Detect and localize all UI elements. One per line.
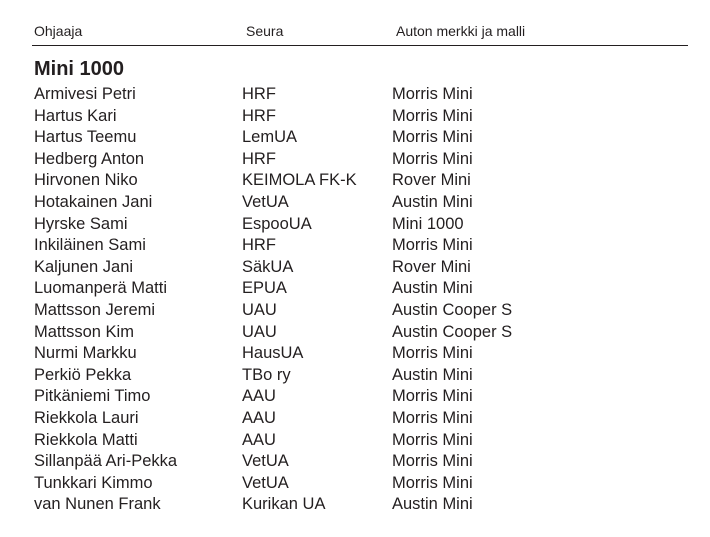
car-model: Austin Mini: [392, 192, 473, 211]
driver-name: van Nunen Frank: [34, 495, 161, 514]
car-model: Austin Mini: [392, 279, 473, 298]
driver-name: Hyrske Sami: [34, 214, 128, 233]
table-row: [34, 170, 688, 192]
club-name: HRF: [242, 149, 276, 168]
section-title: Mini 1000: [34, 58, 125, 80]
driver-name: Sillanpää Ari-Pekka: [34, 452, 178, 471]
driver-name: Tunkkari Kimmo: [34, 473, 153, 492]
car-model: Morris Mini: [392, 128, 473, 147]
column-header-row: [34, 22, 688, 40]
header-divider: [32, 45, 688, 46]
driver-name: Hirvonen Niko: [34, 171, 138, 190]
club-name: AAU: [242, 430, 276, 449]
driver-name: Nurmi Markku: [34, 344, 137, 363]
car-model: Morris Mini: [392, 473, 473, 492]
table-row: [34, 386, 688, 408]
club-name: AAU: [242, 387, 276, 406]
club-name: KEIMOLA FK-K: [242, 171, 357, 190]
table-row: [34, 322, 688, 344]
car-model: Austin Cooper S: [392, 322, 513, 341]
driver-name: Hartus Kari: [34, 106, 117, 125]
car-model: Morris Mini: [392, 149, 473, 168]
table-row: [34, 451, 688, 473]
table-row: [34, 343, 688, 365]
club-name: HRF: [242, 106, 276, 125]
club-name: VetUA: [242, 452, 289, 471]
car-model: Morris Mini: [392, 106, 473, 125]
club-name: EspooUA: [242, 214, 312, 233]
driver-name: Riekkola Matti: [34, 430, 138, 449]
car-model: Austin Cooper S: [392, 300, 513, 319]
club-name: HausUA: [242, 344, 304, 363]
entry-table: [34, 84, 688, 516]
table-row: [34, 257, 688, 279]
car-model: Morris Mini: [392, 452, 473, 471]
driver-name: Mattsson Jeremi: [34, 300, 156, 319]
car-model: Morris Mini: [392, 236, 473, 255]
table-row: [34, 473, 688, 495]
car-model: Austin Mini: [392, 365, 473, 384]
car-model: Morris Mini: [392, 85, 473, 103]
table-row: [34, 300, 688, 322]
table-row: [34, 192, 688, 214]
car-model: Rover Mini: [392, 171, 471, 190]
club-name: AAU: [242, 408, 276, 427]
club-name: LemUA: [242, 128, 298, 147]
table-row: [34, 127, 688, 149]
driver-name: Mattsson Kim: [34, 322, 134, 341]
car-model: Morris Mini: [392, 408, 473, 427]
column-header-driver: Ohjaaja: [34, 23, 83, 39]
club-name: VetUA: [242, 473, 289, 492]
column-header-car: Auton merkki ja malli: [396, 23, 526, 39]
club-name: EPUA: [242, 279, 287, 298]
driver-name: Pitkäniemi Timo: [34, 387, 151, 406]
table-row: [34, 408, 688, 430]
table-row: [34, 430, 688, 452]
column-header-club: Seura: [246, 23, 284, 39]
club-name: HRF: [242, 85, 276, 103]
club-name: UAU: [242, 300, 277, 319]
club-name: VetUA: [242, 192, 289, 211]
table-row: [34, 494, 688, 516]
car-model: Morris Mini: [392, 430, 473, 449]
table-row: [34, 84, 688, 106]
club-name: HRF: [242, 236, 276, 255]
driver-name: Armivesi Petri: [34, 85, 136, 103]
table-row: [34, 365, 688, 387]
club-name: SäkUA: [242, 257, 294, 276]
driver-name: Inkiläinen Sami: [34, 236, 146, 255]
driver-name: Hotakainen Jani: [34, 192, 153, 211]
driver-name: Riekkola Lauri: [34, 408, 139, 427]
table-row: [34, 235, 688, 257]
table-row: [34, 149, 688, 171]
car-model: Rover Mini: [392, 257, 471, 276]
car-model: Morris Mini: [392, 344, 473, 363]
driver-name: Kaljunen Jani: [34, 257, 134, 276]
driver-name: Perkiö Pekka: [34, 365, 132, 384]
driver-name: Hartus Teemu: [34, 128, 137, 147]
table-row: [34, 214, 688, 236]
car-model: Austin Mini: [392, 495, 473, 514]
car-model: Morris Mini: [392, 387, 473, 406]
driver-name: Luomanperä Matti: [34, 279, 167, 298]
car-model: Mini 1000: [392, 214, 464, 233]
club-name: Kurikan UA: [242, 495, 326, 514]
table-row: [34, 106, 688, 128]
table-row: [34, 278, 688, 300]
club-name: TBo ry: [242, 365, 291, 384]
club-name: UAU: [242, 322, 277, 341]
driver-name: Hedberg Anton: [34, 149, 145, 168]
